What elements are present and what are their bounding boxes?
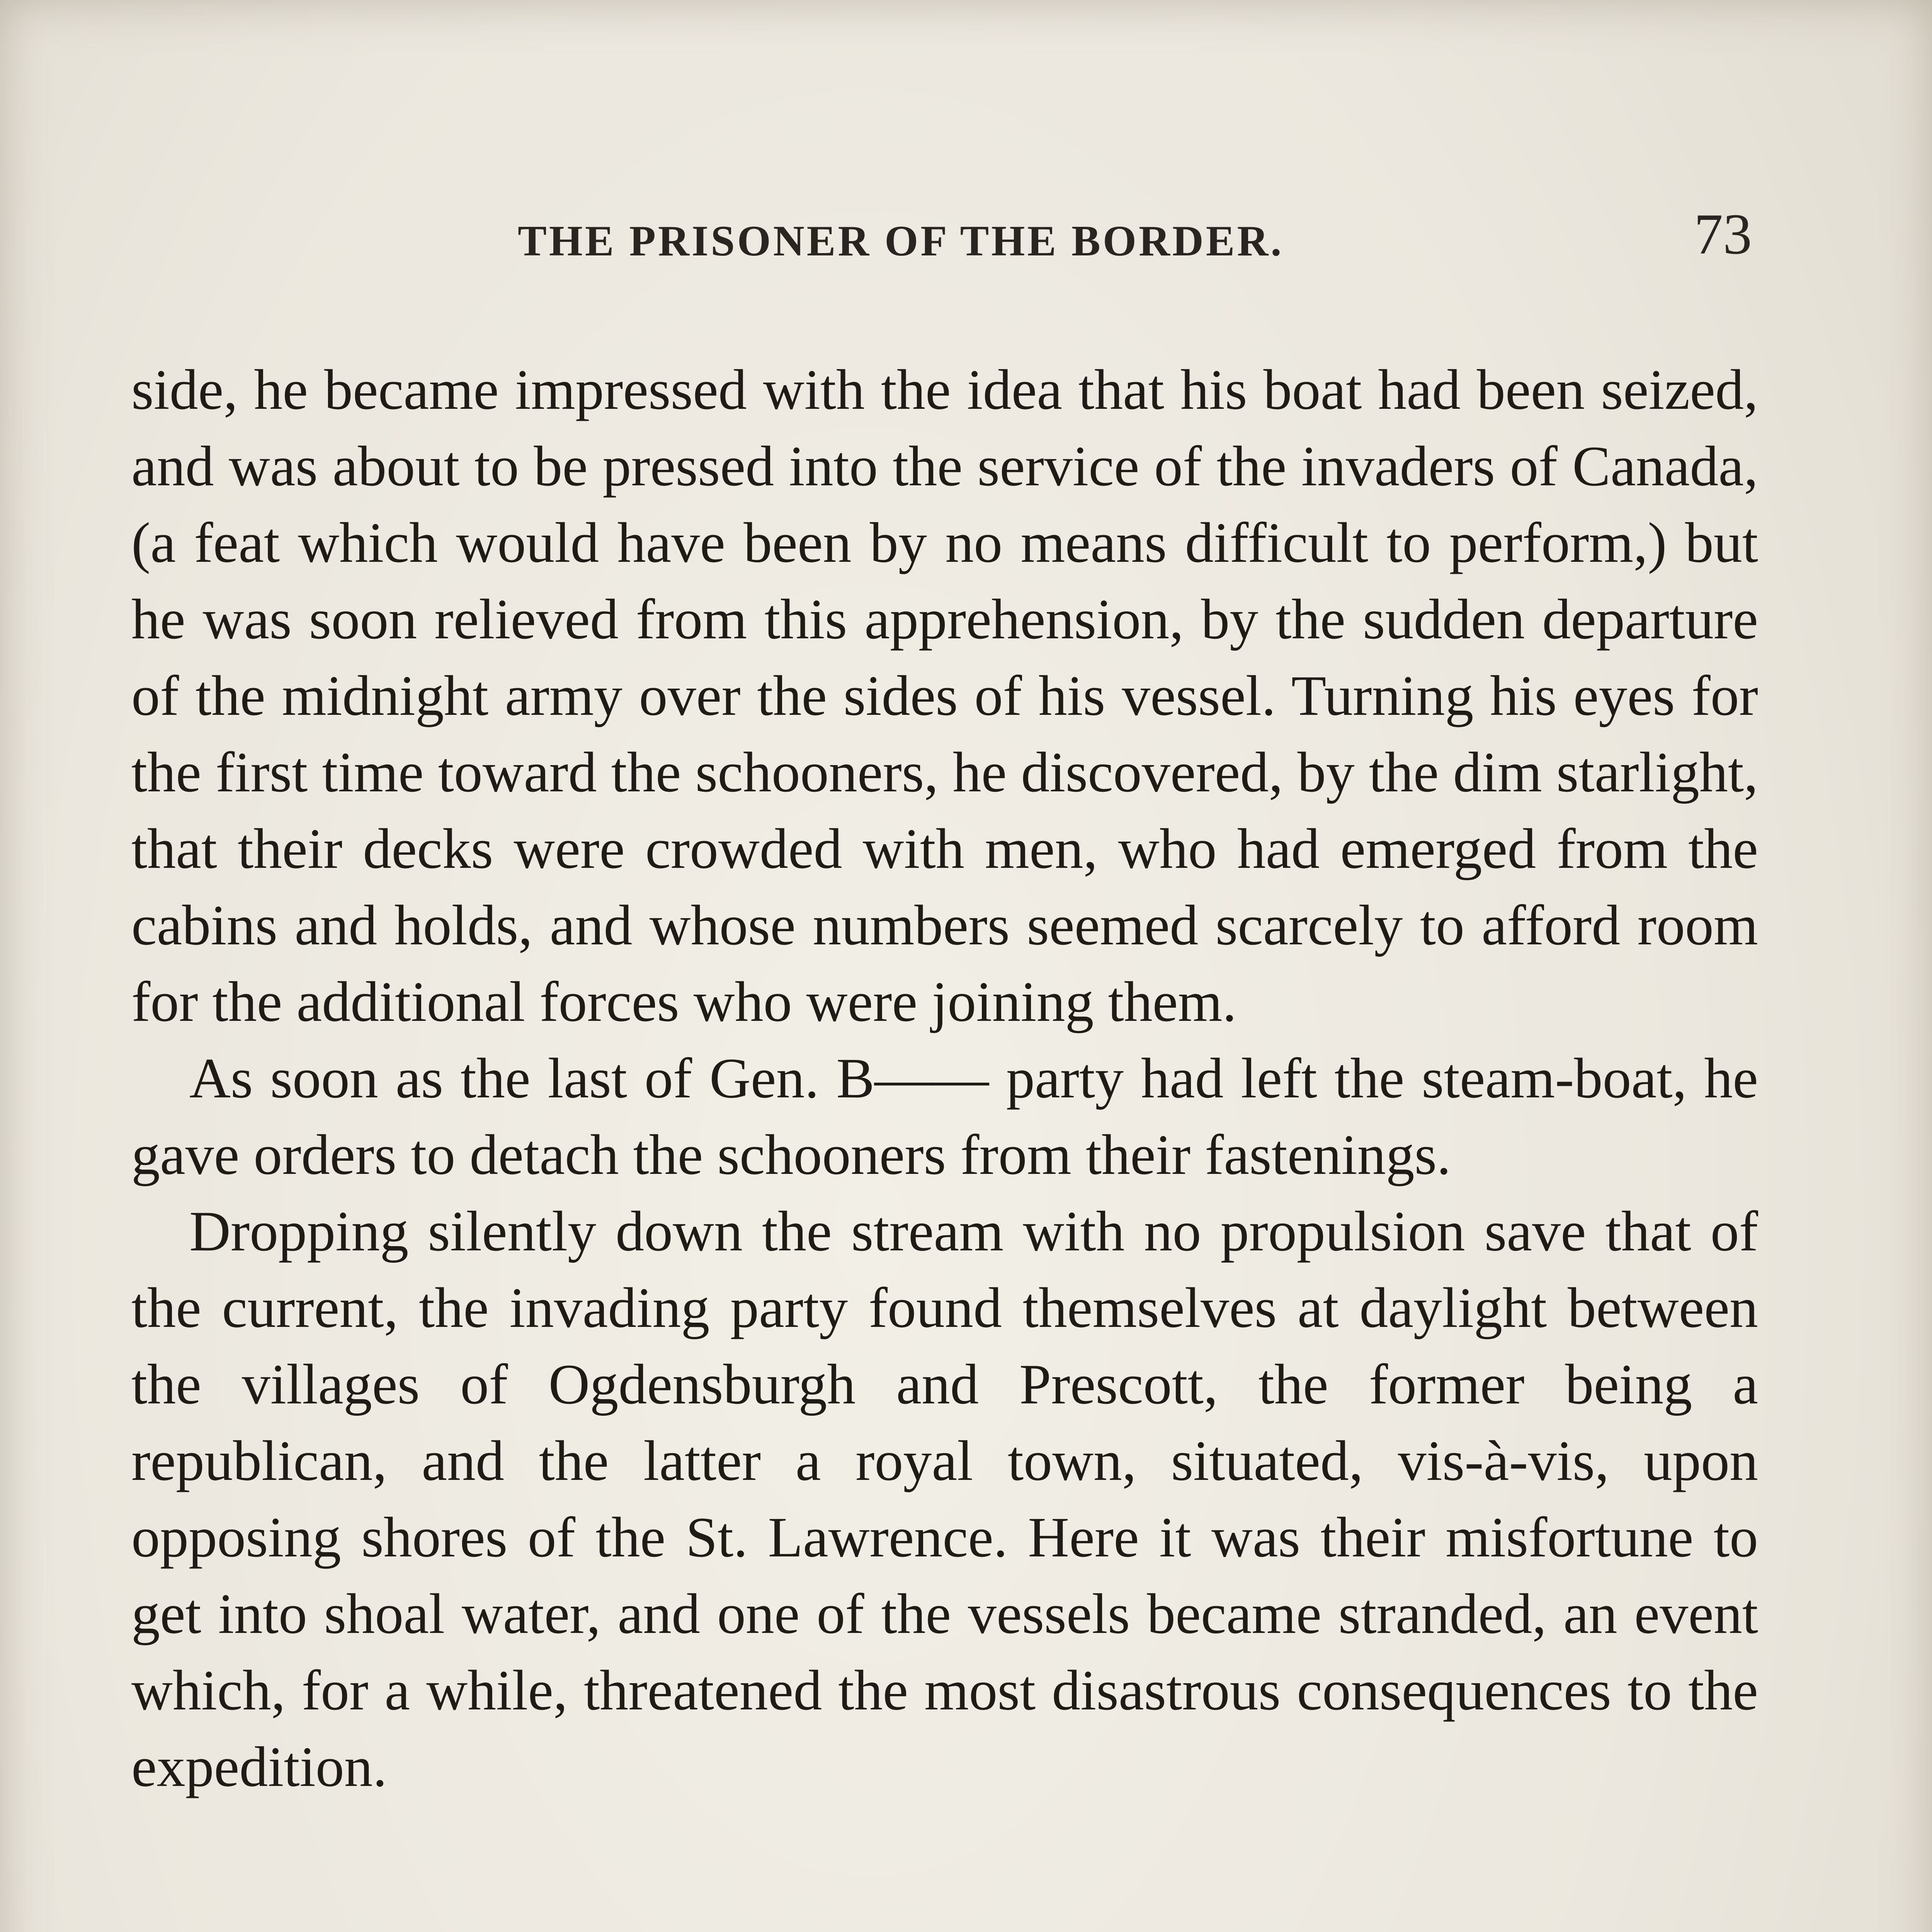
paragraph-3: Dropping silently down the stream with no propulsion save that of the current, the invading party found themselves at daylight between the villages of Ogdensburgh and Prescott, the former being a republican, and the latter a royal town, situated, vis-à-vis, upon opposing shores of the St. Lawrence. Here it was their misfortune to get into shoal water, and one of the vessels became stranded, an event which, for a while, threatened the most disastrous consequences to the expedition. <box>131 1200 1758 1799</box>
page-number: 73 <box>1694 202 1752 266</box>
paragraph-1: side, he became impressed with the idea that his boat had been seized, and was about to be pressed into the service of the invaders of Canada, (a feat which would have been by no means difficult to perform,) but he was soon relieved from this apprehension, by the sudden departure of the midnight army over the sides of his vessel. Turning his eyes for the first time toward the schooners, he discovered, by the dim starlight, that their decks were crowded with men, who had emerged from the cabins and holds, and whose numbers seemed scarcely to afford room for the additional forces who were joining them. <box>131 358 1758 1034</box>
paragraph-2: As soon as the last of Gen. B—— party had left the steam-boat, he gave orders to detach the schooners from their fastenings. <box>131 1047 1758 1187</box>
body-text <box>131 352 1758 1805</box>
running-title: THE PRISONER OF THE BORDER. <box>518 217 1284 265</box>
